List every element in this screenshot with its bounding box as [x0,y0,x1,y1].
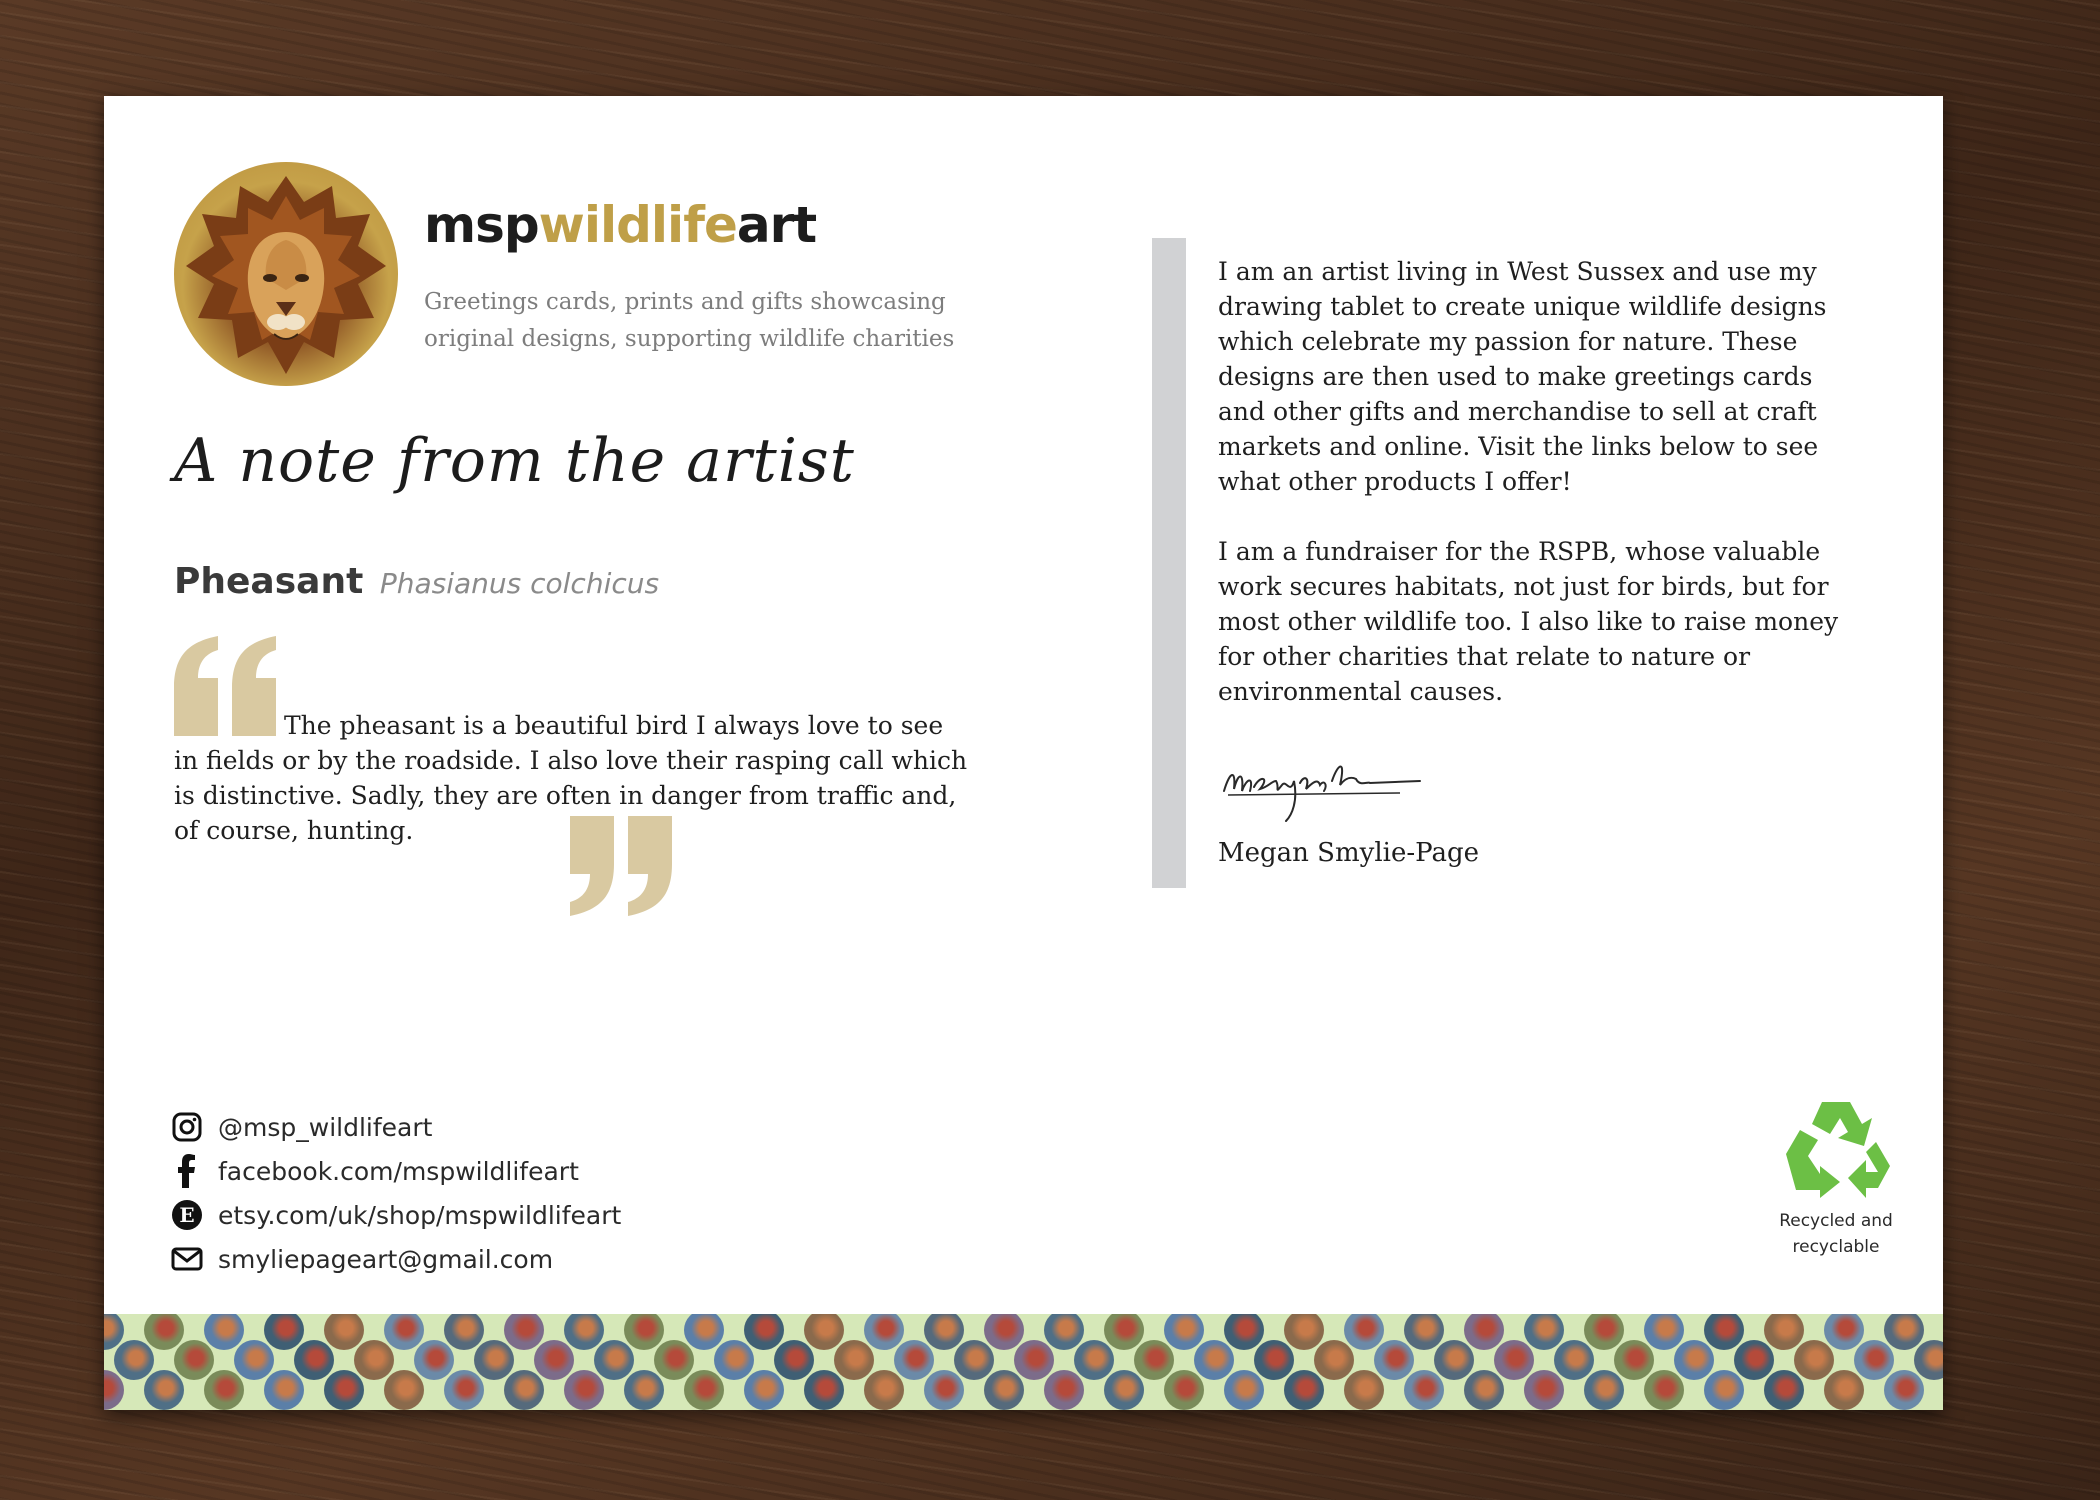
contact-email-text: smyliepageart@gmail.com [218,1244,554,1274]
bird-pattern-dot [924,1370,964,1410]
bird-pattern-dot [1584,1314,1624,1350]
artist-bio [1218,254,1858,744]
tagline-line-1: Greetings cards, prints and gifts showcasing [424,289,946,315]
bird-pattern-dot [1374,1340,1414,1380]
contact-instagram-text: @msp_wildlifeart [218,1112,433,1142]
bird-pattern-dot [1524,1370,1564,1410]
bird-pattern-dot [1464,1314,1504,1350]
contact-email[interactable] [170,1237,621,1281]
bird-pattern-dot [864,1314,904,1350]
bird-pattern-dot [1044,1370,1084,1410]
recycle-badge [1766,1096,1906,1260]
bird-pattern-dot [1704,1370,1744,1410]
bird-pattern-dot [1014,1340,1054,1380]
artist-quote: The pheasant is a beautiful bird I always love to see in fields or by the roadside. I also love their rasping call which is distinctive. Sadly, they are often in danger from traffic and, of course, hunting. [174,711,968,845]
contact-list [170,1105,621,1281]
artist-note-card [104,96,1943,1410]
bird-pattern-dot [1644,1314,1684,1350]
recycle-label-line-2: recyclable [1792,1237,1880,1257]
bird-pattern-dot [1524,1314,1564,1350]
email-icon [170,1242,204,1276]
bird-pattern-dot [414,1340,454,1380]
bird-pattern-dot [1314,1340,1354,1380]
bird-pattern-strip [104,1314,1943,1410]
bird-pattern-dot [504,1370,544,1410]
bird-pattern-dot [444,1370,484,1410]
bird-pattern-dot [1764,1314,1804,1350]
bird-pattern-dot [1794,1340,1834,1380]
brand-name [424,196,816,254]
bird-pattern-dot [1164,1314,1204,1350]
species-name: Pheasant [174,561,364,602]
bird-pattern-dot [564,1370,604,1410]
bird-pattern-dot [654,1340,694,1380]
bird-pattern-dot [1284,1370,1324,1410]
bird-pattern-dot [954,1340,994,1380]
bird-pattern-dot [774,1340,814,1380]
bird-pattern-dot [894,1340,934,1380]
bird-pattern-dot [1884,1370,1924,1410]
recycle-label-line-1: Recycled and [1779,1211,1893,1231]
bird-pattern-dot [714,1340,754,1380]
bird-pattern-dot [384,1314,424,1350]
vertical-divider [1152,238,1186,888]
bio-paragraph-1: I am an artist living in West Sussex and use my drawing tablet to create unique wildlife designs which celebrate my passion for nature. These designs are then used to make greetings cards and other gifts and merchandise to sell at craft markets and online. Visit the links below to see what other products I offer! [1218,257,1827,496]
bird-pattern-dot [984,1370,1024,1410]
bird-pattern-dot [804,1370,844,1410]
bird-pattern-dot [1554,1340,1594,1380]
etsy-icon [170,1198,204,1232]
bird-pattern-dot [984,1314,1024,1350]
bird-pattern-dot [1584,1370,1624,1410]
bird-pattern-dot [1914,1340,1943,1380]
bird-pattern-dot [924,1314,964,1350]
bird-pattern-dot [1494,1340,1534,1380]
bird-pattern-dot [534,1340,574,1380]
note-title: A note from the artist [174,426,855,496]
bird-pattern-dot [1404,1314,1444,1350]
bird-pattern-dot [1074,1340,1114,1380]
bird-pattern-dot [1344,1314,1384,1350]
bird-pattern-dot [834,1340,874,1380]
signature-name: Megan Smylie-Page [1218,838,1479,868]
contact-facebook[interactable] [170,1149,621,1193]
species-latin-name: Phasianus colchicus [379,567,660,600]
handwritten-signature [1220,751,1440,835]
bird-pattern-dot [1764,1370,1804,1410]
bird-pattern-dot [144,1370,184,1410]
bird-pattern-dot [1254,1340,1294,1380]
bird-pattern-dot [354,1340,394,1380]
recycle-label [1766,1208,1906,1260]
bird-pattern-dot [204,1314,244,1350]
contact-etsy-text: etsy.com/uk/shop/mspwildlifeart [218,1200,622,1230]
bird-pattern-dot [144,1314,184,1350]
bird-pattern-dot [1614,1340,1654,1380]
contact-instagram[interactable] [170,1105,621,1149]
bird-pattern-dot [1344,1370,1384,1410]
brand-name-accent: wildlife [538,196,737,254]
bird-pattern-dot [1284,1314,1324,1350]
recycle-icon [1778,1096,1894,1200]
brand-name-suffix: art [736,196,817,254]
lion-logo-image [174,162,398,386]
bird-pattern-dot [384,1370,424,1410]
bird-pattern-dot [684,1314,724,1350]
bird-pattern-dot [624,1370,664,1410]
bird-pattern-dot [234,1340,274,1380]
bird-pattern-dot [1674,1340,1714,1380]
bird-pattern-dot [114,1340,154,1380]
bio-paragraph-2: I am a fundraiser for the RSPB, whose valuable work secures habitats, not just for birds, but for most other wildlife too. I also like to raise money for other charities that relate to nature or environmental causes. [1218,537,1839,706]
contact-etsy[interactable] [170,1193,621,1237]
bird-pattern-dot [744,1370,784,1410]
bird-pattern-dot [594,1340,634,1380]
bird-pattern-dot [504,1314,544,1350]
bird-pattern-dot [1104,1314,1144,1350]
tagline-line-2: original designs, supporting wildlife charities [424,326,955,352]
bird-pattern-dot [804,1314,844,1350]
facebook-icon [170,1154,204,1188]
bird-pattern-dot [1404,1370,1444,1410]
bird-pattern-dot [264,1314,304,1350]
bird-pattern-dot [1224,1370,1264,1410]
bird-pattern-dot [204,1370,244,1410]
bird-pattern-dot [864,1370,904,1410]
bird-pattern-dot [1134,1340,1174,1380]
bird-pattern-dot [744,1314,784,1350]
bird-pattern-dot [684,1370,724,1410]
species-heading [174,561,659,602]
close-quote-icon [570,816,674,920]
bird-pattern-dot [444,1314,484,1350]
bird-pattern-dot [474,1340,514,1380]
bird-pattern-dot [1854,1340,1894,1380]
bird-pattern-dot [1434,1340,1474,1380]
brand-tagline [424,284,984,358]
bird-pattern-dot [1224,1314,1264,1350]
bird-pattern-dot [1164,1370,1204,1410]
bird-pattern-dot [1104,1370,1144,1410]
contact-facebook-text: facebook.com/mspwildlifeart [218,1156,579,1186]
bird-pattern-dot [324,1314,364,1350]
instagram-icon [170,1110,204,1144]
bird-pattern-dot [1644,1370,1684,1410]
bird-pattern-dot [1884,1314,1924,1350]
bird-pattern-dot [264,1370,304,1410]
bird-pattern-dot [1734,1340,1774,1380]
brand-name-prefix: msp [424,196,539,254]
bird-pattern-dot [294,1340,334,1380]
bird-pattern-dot [1044,1314,1084,1350]
bird-pattern-dot [1194,1340,1234,1380]
svg-text:E: E [179,1203,195,1227]
bird-pattern-dot [174,1340,214,1380]
bird-pattern-dot [564,1314,604,1350]
bird-pattern-dot [1824,1314,1864,1350]
bird-pattern-dot [324,1370,364,1410]
bird-pattern-dot [1824,1370,1864,1410]
bird-pattern-dot [1464,1370,1504,1410]
bird-pattern-dot [1704,1314,1744,1350]
bird-pattern-dot [624,1314,664,1350]
